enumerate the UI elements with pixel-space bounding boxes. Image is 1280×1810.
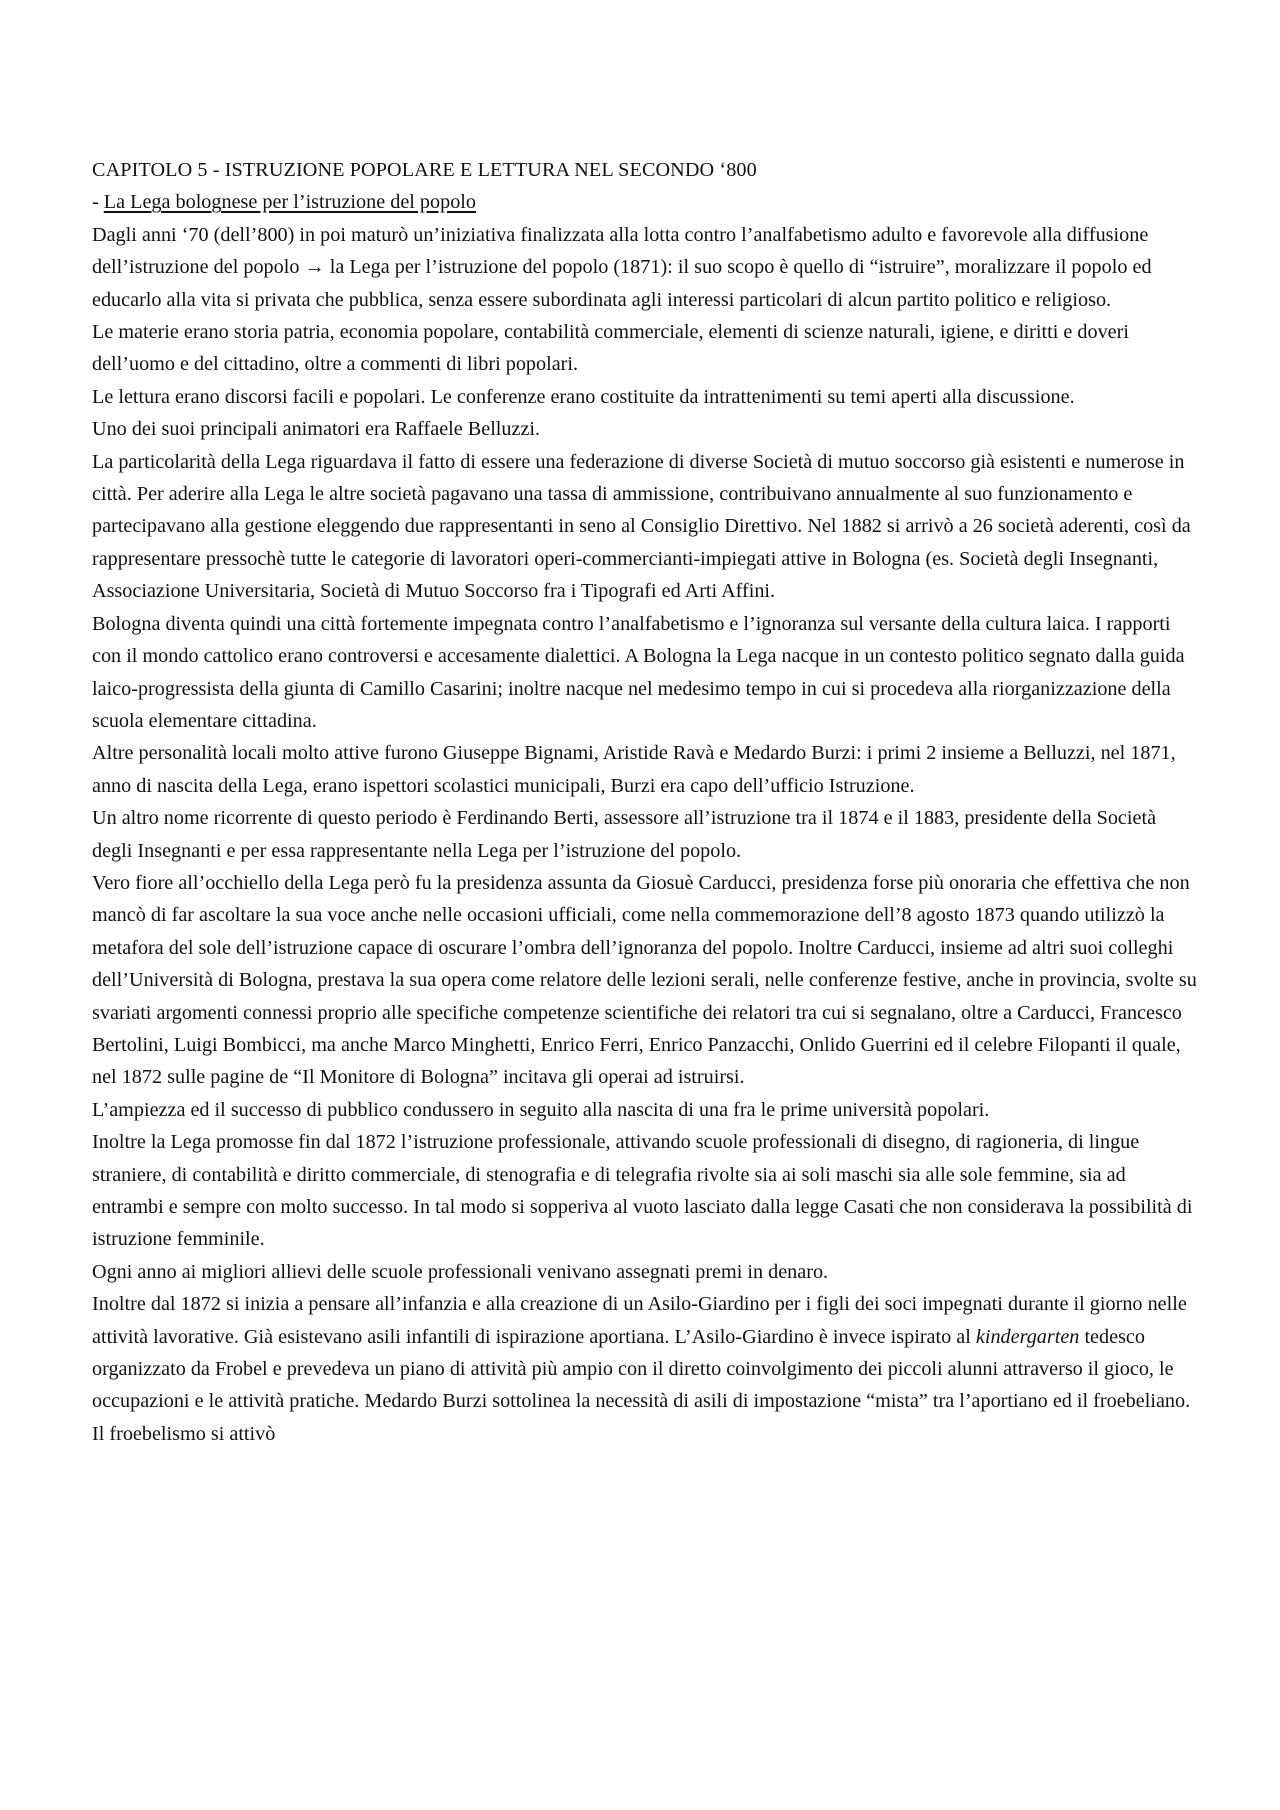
document-page: [92, 154, 1200, 1450]
paragraph: Le materie erano storia patria, economia popolare, contabilità commerciale, elementi di scienze naturali, igiene, e diritti e doveri dell’uomo e del cittadino, oltre a commenti di libri popolari.: [92, 321, 1129, 376]
paragraph: Dagli anni ‘70 (dell’800) in poi maturò un’iniziativa finalizzata alla lotta contro l’analfabetismo adulto e favorevole alla diffusione dell’istruzione del popolo → la Lega per l’istruzione del popolo (1871): il suo scopo è quello di “istruire”, moralizzare il popolo ed educarlo alla vita si privata che pubblica, senza essere subordinata agli interessi particolari di alcun partito politico e religioso.: [92, 223, 1152, 311]
paragraph: Altre personalità locali molto attive furono Giuseppe Bignami, Aristide Ravà e Medardo Burzi: i primi 2 insieme a Belluzzi, nel 1871, anno di nascita della Lega, erano ispettori scolastici municipali, Burzi era capo dell’ufficio Istruzione.: [92, 742, 1176, 797]
paragraph: Le lettura erano discorsi facili e popolari. Le conferenze erano costituite da intrattenimenti su temi aperti alla discussione.: [92, 385, 1075, 408]
last-paragraph-text-continued: tedesco organizzato da Frobel e prevedeva un piano di attività più ampio con il diretto coinvolgimento dei piccoli alunni attraverso il gioco, le occupazioni e le attività pratiche. Medardo Burzi sottolinea la necessità di asili di impostazione “mista” tra l’aportiano ed il froebeliano. Il froebelismo si attivò: [92, 1325, 1191, 1445]
section-title: La Lega bolognese per l’istruzione del popolo: [103, 191, 477, 214]
chapter-title: CAPITOLO 5 - ISTRUZIONE POPOLARE E LETTURA NEL SECONDO ‘800: [92, 159, 757, 181]
paragraph: La particolarità della Lega riguardava il fatto di essere una federazione di diverse Società di mutuo soccorso già esistenti e numerose in città. Per aderire alla Lega le altre società pagavano una tassa di ammissione, contribuivano annualmente al suo funzionamento e partecipavano alla gestione eleggendo due rappresentanti in seno al Consiglio Direttivo. Nel 1882 si arrivò a 26 società aderenti, così da rappresentare pressochè tutte le categorie di lavoratori operi-commercianti-impiegati attive in Bologna (es. Società degli Insegnanti, Associazione Universitaria, Società di Mutuo Soccorso fra i Tipografi ed Arti Affini.: [92, 450, 1191, 603]
paragraph: Uno dei suoi principali animatori era Raffaele Belluzzi.: [92, 418, 541, 441]
emphasized-term: kindergarten: [975, 1325, 1080, 1348]
paragraph: Un altro nome ricorrente di questo periodo è Ferdinando Berti, assessore all’istruzione tra il 1874 e il 1883, presidente della Società degli Insegnanti e per essa rappresentante nella Lega per l’istruzione del popolo.: [92, 807, 1157, 862]
last-paragraph-text: Inoltre dal 1872 si inizia a pensare all’infanzia e alla creazione di un Asilo-Giardino per i figli dei soci impegnati durante il giorno nelle attività lavorative. Già esistevano asili infantili di ispirazione aportiana. L’Asilo-Giardino è invece ispirato al: [92, 1293, 1187, 1348]
section-heading: [92, 186, 1200, 218]
paragraph-last: [92, 1288, 1200, 1450]
paragraph: Inoltre la Lega promosse fin dal 1872 l’istruzione professionale, attivando scuole professionali di disegno, di ragioneria, di lingue straniere, di contabilità e diritto commerciale, di stenografia e di telegrafia rivolte sia ai soli maschi sia alle sole femmine, sia ad entrambi e sempre con molto successo. In tal modo si sopperiva al vuoto lasciato dalla legge Casati che non considerava la possibilità di istruzione femminile.: [92, 1131, 1193, 1251]
paragraph: L’ampiezza ed il successo di pubblico condussero in seguito alla nascita di una fra le prime università popolari.: [92, 1098, 990, 1121]
section-prefix: -: [92, 191, 104, 214]
paragraph: Ogni anno ai migliori allievi delle scuole professionali venivano assegnati premi in denaro.: [92, 1260, 829, 1283]
paragraph: Vero fiore all’occhiello della Lega però fu la presidenza assunta da Giosuè Carducci, presidenza forse più onoraria che effettiva che non mancò di far ascoltare la sua voce anche nelle occasioni ufficiali, come nella commemorazione dell’8 agosto 1873 quando utilizzò la metafora del sole dell’istruzione capace di oscurare l’ombra dell’ignoranza del popolo. Inoltre Carducci, insieme ad altri suoi colleghi dell’Università di Bologna, prestava la sua opera come relatore delle lezioni serali, nelle conferenze festive, anche in provincia, svolte su svariati argomenti connessi proprio alle specifiche competenze scientifiche dei relatori tra cui si segnalano, oltre a Carducci, Francesco Bertolini, Luigi Bombicci, ma anche Marco Minghetti, Enrico Ferri, Enrico Panzacchi, Onlido Guerrini ed il celebre Filopanti il quale, nel 1872 sulle pagine de “Il Monitore di Bologna” incitava gli operai ad istruirsi.: [92, 871, 1197, 1089]
paragraph: Bologna diventa quindi una città fortemente impegnata contro l’analfabetismo e l’ignoranza sul versante della cultura laica. I rapporti con il mondo cattolico erano controversi e accesamente dialettici. A Bologna la Lega nacque in un contesto politico segnato dalla guida laico-progressista della giunta di Camillo Casarini; inoltre nacque nel medesimo tempo in cui si procedeva alla riorganizzazione della scuola elementare cittadina.: [92, 612, 1185, 732]
